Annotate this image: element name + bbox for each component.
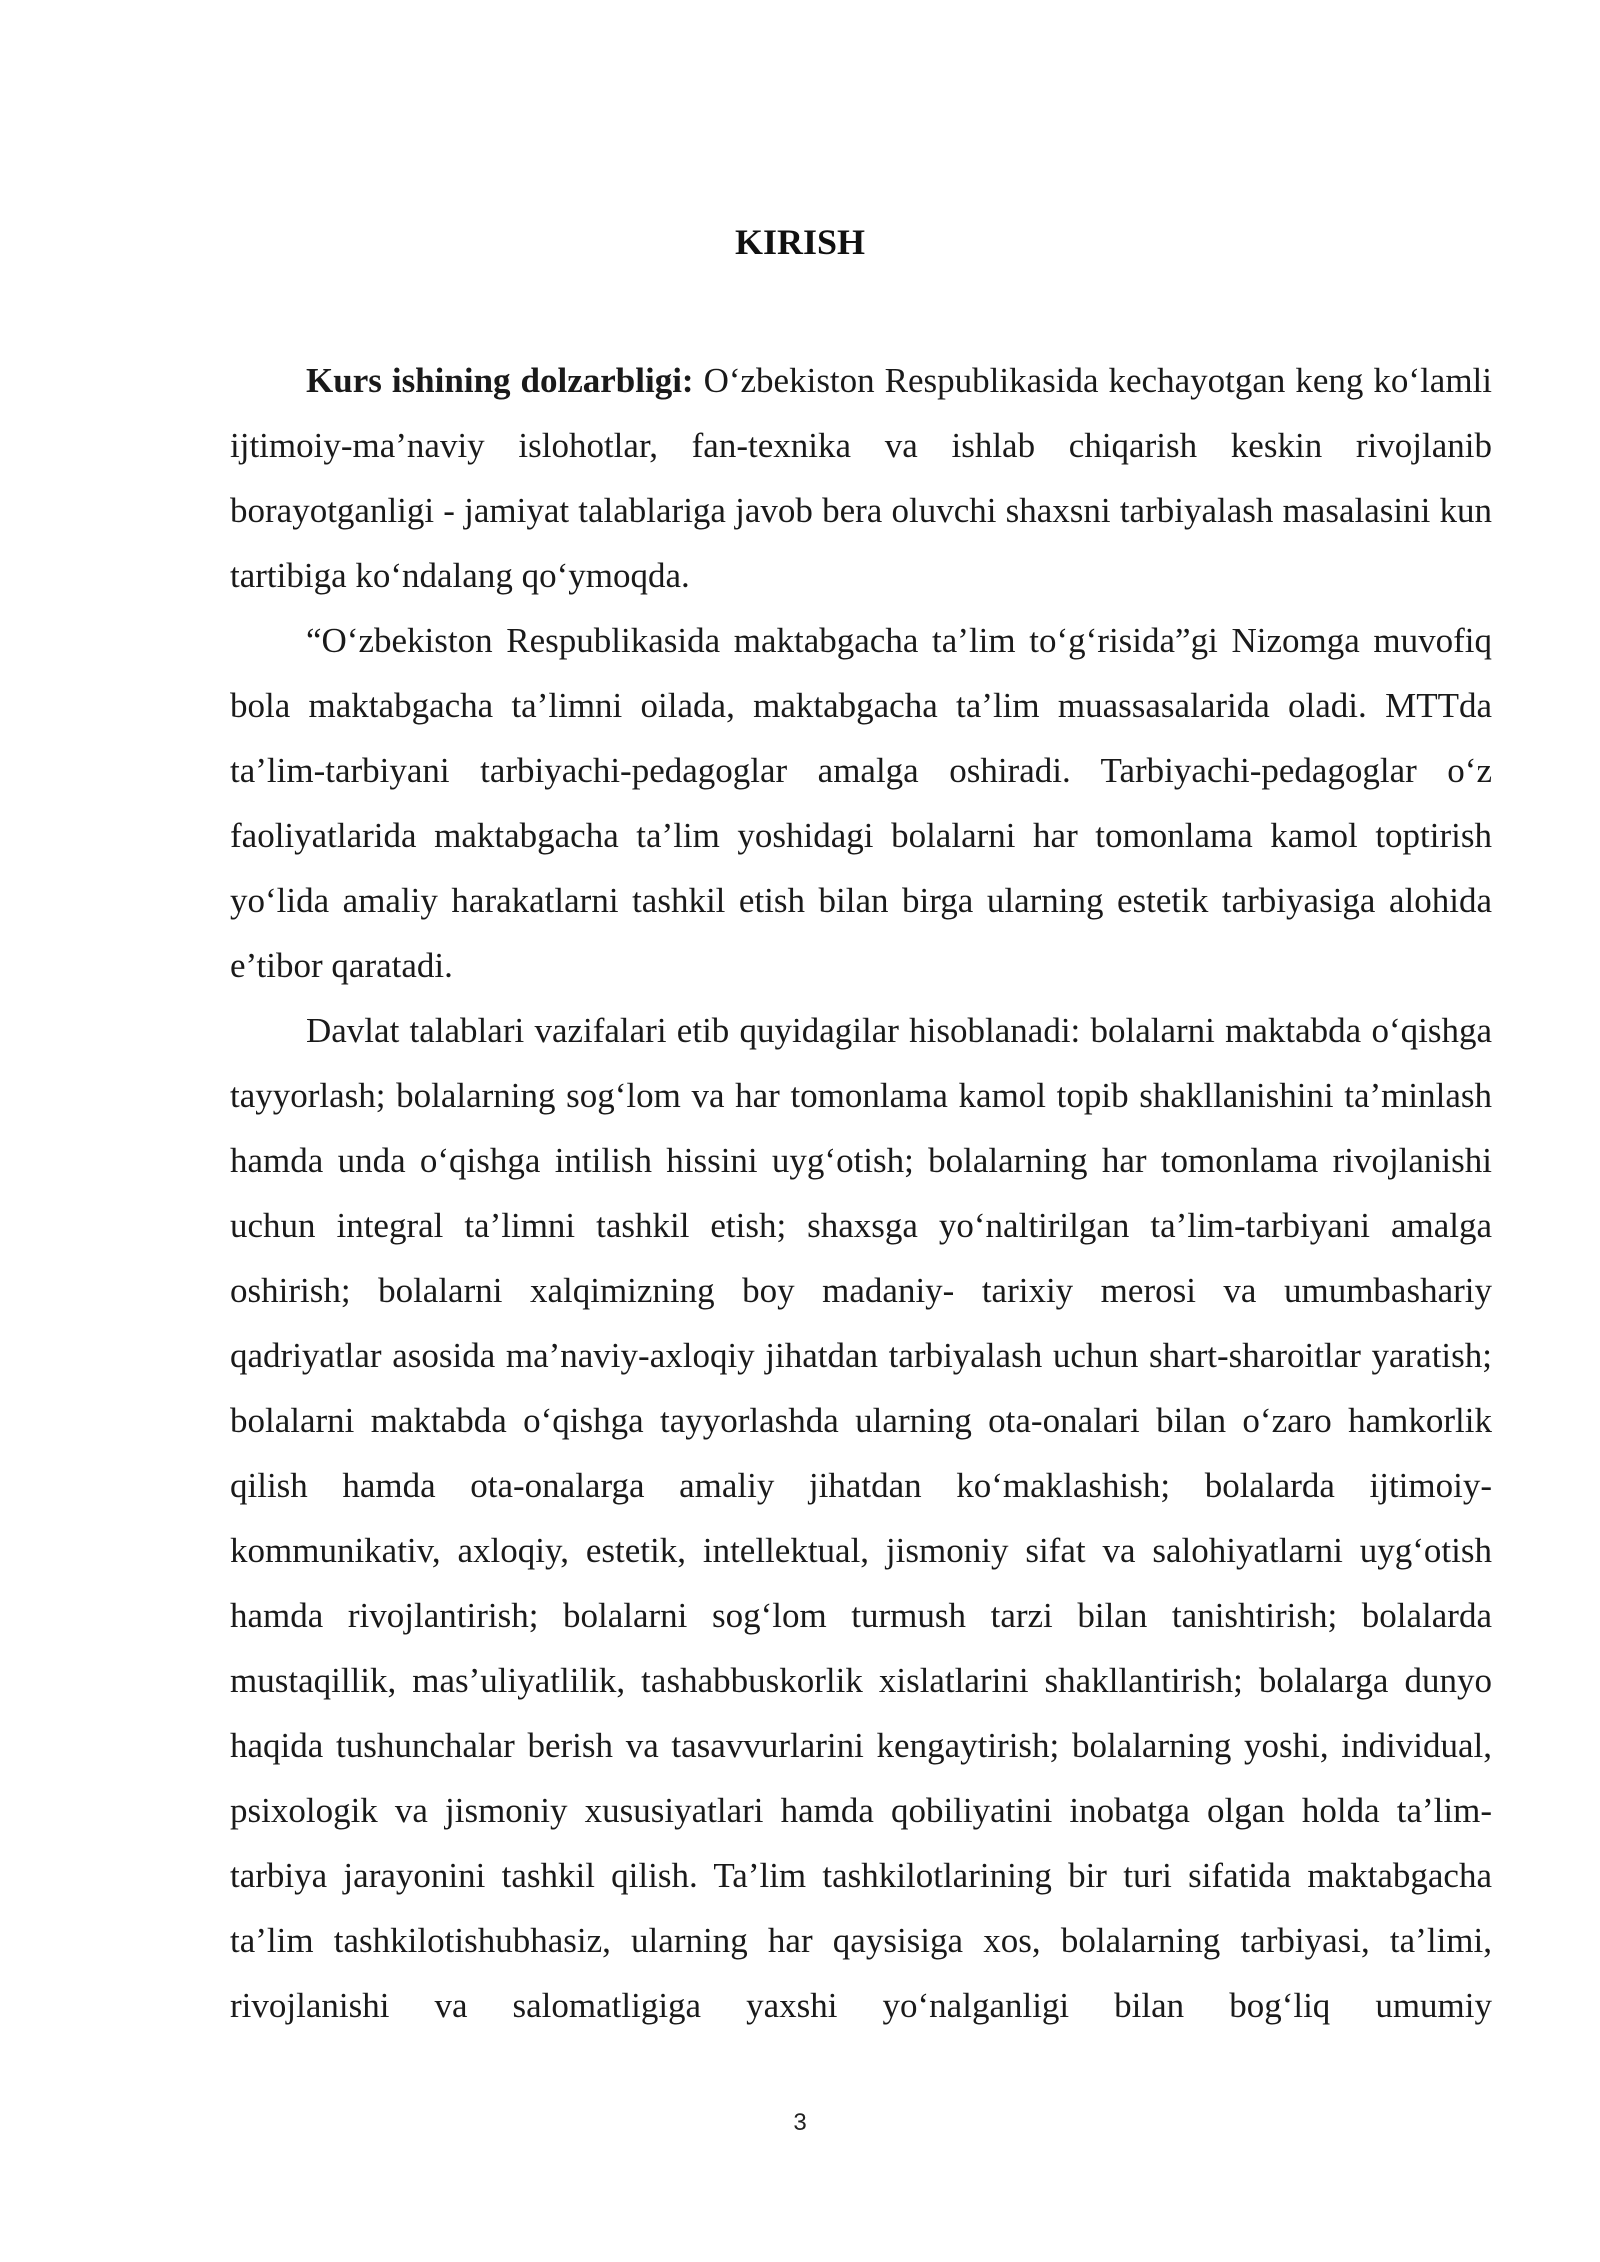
body-text bbox=[230, 348, 1492, 2038]
page-heading: KIRISH bbox=[734, 222, 866, 262]
paragraph-state-requirements bbox=[230, 998, 1492, 2038]
paragraph-relevance bbox=[230, 348, 1492, 608]
page-number: 3 bbox=[793, 2109, 807, 2136]
paragraph-text: Davlat talablari vazifalari etib quyidagilar hisoblanadi: bolalarni maktabda o‘qishga tayyorlash; bolalarning sog‘lom va har tomonlama kamol topib shakllanishini ta’minlash hamda unda o‘qishga intilish hissini uyg‘otish; bolalarning har tomonlama rivojlanishi uchun integral ta’limni tashkil etish; shaxsga yo‘naltirilgan ta’lim-tarbiyani amalga oshirish; bolalarni xalqimizning boy madaniy- tarixiy merosi va umumbashariy qadriyatlar asosida ma’naviy-axloqiy jihatdan tarbiyalash uchun shart-sharoitlar yaratish; bolalarni maktabda o‘qishga tayyorlashda ularning ota-onalari bilan o‘zaro hamkorlik qilish hamda ota-onalarga amaliy jihatdan ko‘maklashish; bolalarda ijtimoiy-kommunikativ, axloqiy, estetik, intellektual, jismoniy sifat va salohiyatlarni uyg‘otish hamda rivojlantirish; bolalarni sog‘lom turmush tarzi bilan tanishtirish; bolalarda mustaqillik, mas’uliyatlilik, tashabbuskorlik xislatlarini shakllantirish; bolalarga dunyo haqida tushunchalar berish va tasavvurlarini kengaytirish; bolalarning yoshi, individual, psixologik va jismoniy xususiyatlari hamda qobiliyatini inobatga olgan holda ta’lim-tarbiya jarayonini tashkil qilish. Ta’lim tashkilotlarining bir turi sifatida maktabgacha ta’lim tashkilotishubhasiz, ularning har qaysisiga xos, bolalarning tarbiyasi, ta’limi, rivojlanishi va salomatligiga yaxshi yo‘nalganligi bilan bog‘liq umumiy bbox=[230, 1011, 1492, 2025]
paragraph-lead: Kurs ishining dolzarbligi: bbox=[306, 361, 694, 400]
paragraph-text: “O‘zbekiston Respublikasida maktabgacha ta’lim to‘g‘risida”gi Nizomga muvofiq bola maktabgacha ta’limni oilada, maktabgacha ta’lim muassasalarida oladi. MTTda ta’lim-tarbiyani tarbiyachi-pedagoglar amalga oshiradi. Tarbiyachi-pedagoglar o‘z faoliyatlarida maktabgacha ta’lim yoshidagi bolalarni har tomonlama kamol toptirish yo‘lida amaliy harakatlarni tashkil etish bilan birga ularning estetik tarbiyasiga alohida e’tibor qaratadi. bbox=[230, 621, 1492, 985]
paragraph-regulation bbox=[230, 608, 1492, 998]
paragraph-text: O‘zbekiston Respublikasida kechayotgan keng ko‘lamli ijtimoiy-ma’naviy islohotlar, fan-texnika va ishlab chiqarish keskin rivojlanib borayotganligi - jamiyat talablariga javob bera oluvchi shaxsni tarbiyalash masalasini kun tartibiga ko‘ndalang qo‘ymoqda. bbox=[230, 361, 1492, 595]
